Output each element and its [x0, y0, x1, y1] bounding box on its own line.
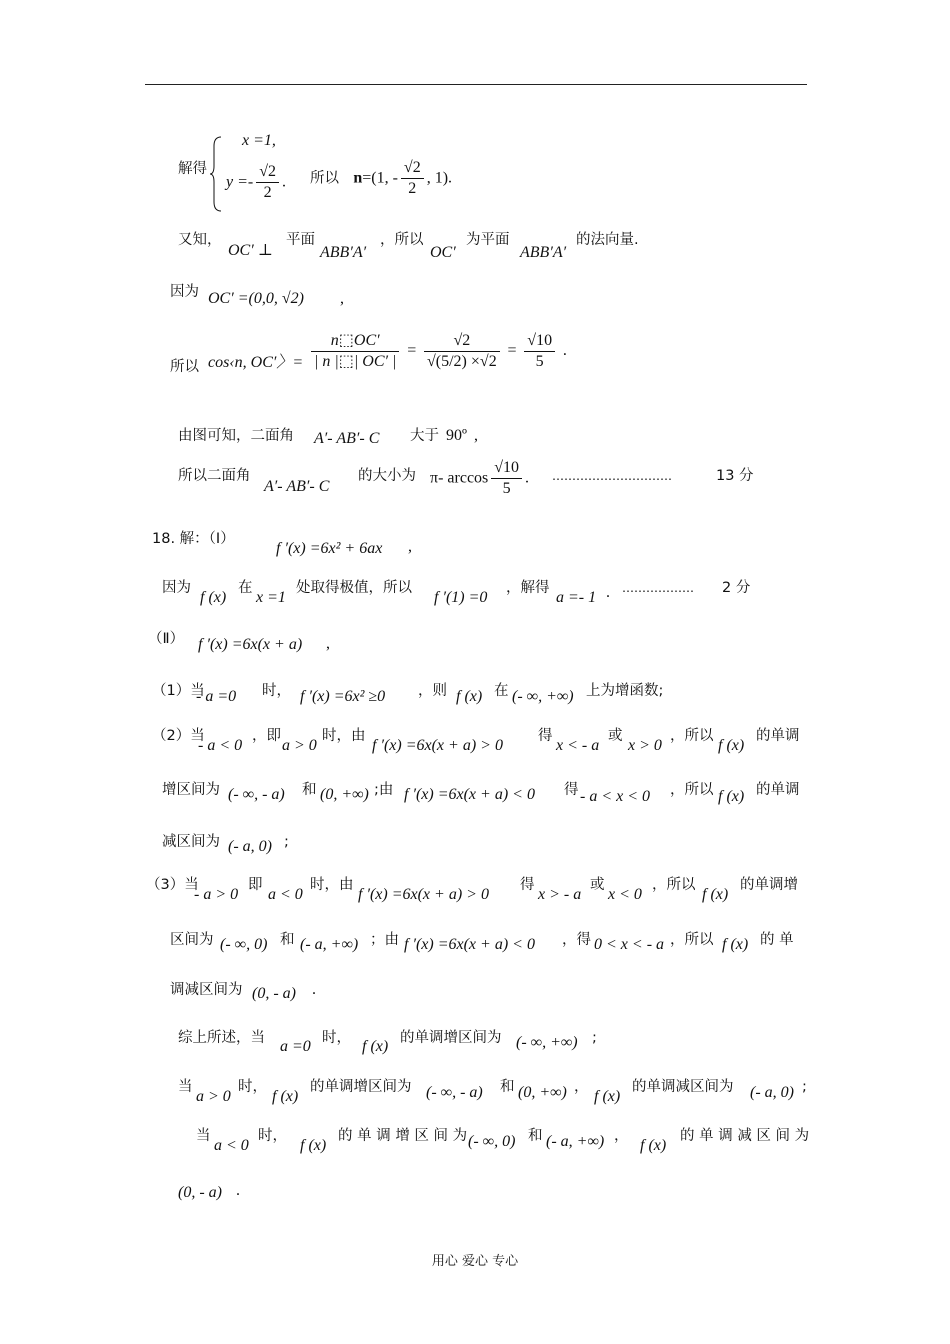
l7-problem-label: 18. 解：（Ⅰ） — [152, 531, 235, 547]
l4-cos-formula: cos‹n, OC′〉= $\frac{n⬚OC'}{| n |⬚| OC' |}$ = $\frac{√2}{√(5/2) \times√2}$ = $\frac{√10}{5}$ . — [208, 331, 567, 371]
l10-text-e: ，则 — [418, 683, 447, 699]
l8-score: 2 分 — [722, 580, 751, 596]
l18-text-m: ; — [802, 1079, 807, 1095]
l12-text-i: ，所以 — [670, 782, 714, 798]
l3-oc-vector: OC′ =(0,0, √2) — [208, 290, 304, 307]
l15-text-k: 的 单 — [760, 932, 794, 948]
l19-fx1: f (x) — [300, 1137, 327, 1154]
l9-comma: , — [326, 635, 330, 652]
l19-fx2: f (x) — [640, 1137, 667, 1154]
l18-fx2: f (x) — [594, 1088, 621, 1105]
l11-text-k: ，所以 — [670, 728, 714, 744]
l11-sol1: x < - a — [556, 737, 600, 754]
page-footer: 用心 爱心 专心 — [431, 1254, 519, 1269]
l14-sol2: x < 0 — [608, 886, 642, 903]
l17-text-g: ; — [592, 1030, 597, 1046]
l8-fx: f (x) — [200, 589, 227, 606]
l14-text-k: ，所以 — [652, 877, 696, 893]
l2-plane1: ABB′A′ — [320, 244, 367, 261]
l10-cond: - a =0 — [196, 688, 237, 705]
l10-fx: f (x) — [456, 688, 483, 705]
l10-text-a: （1）当 — [152, 683, 205, 699]
l3-text-a: 因为 — [170, 284, 199, 300]
l2-oc-perp: OC′ ⊥ — [228, 242, 273, 259]
l14-fx: f (x) — [702, 886, 729, 903]
l10-interval: (- ∞, +∞) — [512, 688, 574, 705]
l17-text-a: 综上所述，当 — [178, 1030, 265, 1046]
l16-interval: (0, - a) — [252, 985, 296, 1002]
l14-sol1: x > - a — [538, 886, 582, 903]
l8-fprime1: f ′(1) =0 — [434, 589, 488, 606]
l14-text-i: 或 — [590, 877, 605, 893]
header-rule — [145, 84, 807, 85]
l13-text-c: ; — [284, 834, 289, 850]
l15-text-g: ，得 — [562, 932, 591, 948]
l2-text-e: ，所以 — [380, 232, 424, 248]
left-brace — [210, 136, 222, 212]
l10-text-i: 上为增函数; — [586, 683, 664, 699]
l14-text-a: （3）当 — [146, 877, 199, 893]
l6-score: 13 分 — [716, 468, 754, 484]
l1-solve-label: 解得 — [178, 161, 207, 177]
l12-fx: f (x) — [718, 788, 745, 805]
l8-text-c: 在 — [238, 580, 253, 596]
l17-interval: (- ∞, +∞) — [516, 1034, 578, 1051]
l1-y-eq: y =- $\frac{√2}{2}$ . — [226, 163, 287, 201]
l17-cond: a =0 — [280, 1038, 311, 1055]
l17-text-c: 时， — [322, 1030, 351, 1046]
l11-sol2: x > 0 — [628, 737, 662, 754]
l18-interval2: (0, +∞) — [518, 1084, 567, 1101]
l19-text-c: 时， — [258, 1128, 287, 1144]
l17-fx: f (x) — [362, 1038, 389, 1055]
l20-period: . — [236, 1182, 240, 1199]
l11-text-a: （2）当 — [152, 728, 205, 744]
l14-text-c: 即 — [248, 877, 263, 893]
l18-fx1: f (x) — [272, 1088, 299, 1105]
l5-text-c: 大于 — [410, 428, 439, 444]
l9-derivative: f ′(x) =6x(x + a) — [198, 636, 303, 653]
l14-text-g: 得 — [520, 877, 535, 893]
l5-dihedral: A′- AB′- C — [314, 430, 380, 447]
l8-text-e: 处取得极值，所以 — [296, 580, 412, 596]
l13-interval: (- a, 0) — [228, 838, 272, 855]
l17-text-e: 的单调增区间为 — [400, 1030, 502, 1046]
l4-text-a: 所以 — [170, 359, 199, 375]
l15-sol: 0 < x < - a — [594, 936, 665, 953]
l6-arccos: π- arccos $\frac{√10}{5}$ . — [430, 459, 530, 497]
l8-period: . — [606, 584, 610, 601]
l6-text-c: 的大小为 — [358, 468, 416, 484]
l5-comma: , — [474, 427, 478, 444]
l1-vector-n: 所以 n=(1, - $\frac{√2}{2}$ , 1). — [310, 159, 453, 197]
l18-cond: a > 0 — [196, 1088, 231, 1105]
l18-interval3: (- a, 0) — [750, 1084, 794, 1101]
l12-sol: - a < x < 0 — [580, 788, 651, 805]
l10-text-g: 在 — [494, 683, 509, 699]
l11-text-g: 得 — [538, 728, 553, 744]
l11-cond2: a > 0 — [282, 737, 317, 754]
l18-text-k: 的单调减区间为 — [632, 1079, 734, 1095]
l15-text-a: 区间为 — [170, 932, 214, 948]
l7-derivative: f ′(x) =6x² + 6ax — [276, 540, 383, 557]
l8-x1: x =1 — [256, 589, 286, 606]
l14-cond1: - a > 0 — [194, 886, 239, 903]
l19-cond: a < 0 — [214, 1137, 249, 1154]
l12-text-g: 得 — [564, 782, 579, 798]
l14-cond2: a < 0 — [268, 886, 303, 903]
l5-angle: 90º — [446, 427, 467, 444]
l6-text-a: 所以二面角 — [178, 468, 251, 484]
l15-ineq: f ′(x) =6x(x + a) < 0 — [404, 936, 535, 953]
l2-text-a: 又知， — [178, 232, 222, 248]
l15-text-i: ，所以 — [670, 932, 714, 948]
l12-text-c: 和 — [302, 782, 317, 798]
l12-text-a: 增区间为 — [162, 782, 220, 798]
l11-text-m: 的单调 — [756, 728, 800, 744]
l18-text-a: 当 — [178, 1079, 193, 1095]
l15-interval1: (- ∞, 0) — [220, 936, 268, 953]
l6-dots: ………………………… — [552, 469, 672, 483]
l11-fx: f (x) — [718, 737, 745, 754]
l10-deriv: f ′(x) =6x² ≥0 — [300, 688, 386, 705]
l2-text-i: 的法向量. — [576, 232, 639, 248]
l11-cond1: - a < 0 — [198, 737, 243, 754]
l18-interval1: (- ∞, - a) — [426, 1084, 483, 1101]
l11-text-c: ，即 — [252, 728, 281, 744]
l19-text-g: 和 — [528, 1128, 543, 1144]
l16-text-a: 调减区间为 — [170, 982, 243, 998]
l12-text-e: ;由 — [374, 782, 394, 798]
l1-x-eq: x =1, — [242, 132, 276, 149]
l19-text-k: 的 单 调 减 区 间 为 — [680, 1128, 810, 1144]
l16-period: . — [312, 981, 316, 998]
l8-a-value: a =- 1 — [556, 589, 597, 606]
l19-interval2: (- a, +∞) — [546, 1133, 605, 1150]
l18-text-g: 和 — [500, 1079, 515, 1095]
l20-interval: (0, - a) — [178, 1184, 222, 1201]
l9-part-label: （Ⅱ） — [148, 631, 185, 647]
l18-text-i: ， — [574, 1079, 589, 1095]
l19-text-e: 的 单 调 增 区 间 为 — [338, 1128, 468, 1144]
l8-text-g: ，解得 — [506, 580, 550, 596]
l18-text-e: 的单调增区间为 — [310, 1079, 412, 1095]
l19-interval1: (- ∞, 0) — [468, 1133, 516, 1150]
l12-text-k: 的单调 — [756, 782, 800, 798]
l11-text-e: 时，由 — [322, 728, 366, 744]
l14-text-m: 的单调增 — [740, 877, 798, 893]
l5-text-a: 由图可知，二面角 — [178, 428, 294, 444]
l8-dots: ……………… — [622, 581, 694, 595]
l2-text-g: 为平面 — [466, 232, 510, 248]
l13-text-a: 减区间为 — [162, 834, 220, 850]
l15-interval2: (- a, +∞) — [300, 936, 359, 953]
l12-ineq: f ′(x) =6x(x + a) < 0 — [404, 786, 535, 803]
l15-text-c: 和 — [280, 932, 295, 948]
l10-text-c: 时， — [262, 683, 291, 699]
l12-interval2: (0, +∞) — [320, 786, 369, 803]
l12-interval1: (- ∞, - a) — [228, 786, 285, 803]
l2-oc: OC′ — [430, 244, 456, 261]
l8-text-a: 因为 — [162, 580, 191, 596]
l2-text-c: 平面 — [286, 232, 315, 248]
l14-ineq: f ′(x) =6x(x + a) > 0 — [358, 886, 489, 903]
l15-text-e: ；由 — [370, 932, 399, 948]
l3-comma: , — [340, 290, 344, 307]
l15-fx: f (x) — [722, 936, 749, 953]
l18-text-c: 时， — [238, 1079, 267, 1095]
l19-text-i: ， — [614, 1128, 629, 1144]
l7-comma: , — [408, 538, 412, 555]
l19-text-a: 当 — [196, 1128, 211, 1144]
l11-ineq: f ′(x) =6x(x + a) > 0 — [372, 737, 503, 754]
l14-text-e: 时，由 — [310, 877, 354, 893]
l2-plane2: ABB′A′ — [520, 244, 567, 261]
l11-text-i: 或 — [608, 728, 623, 744]
l6-dihedral: A′- AB′- C — [264, 478, 330, 495]
